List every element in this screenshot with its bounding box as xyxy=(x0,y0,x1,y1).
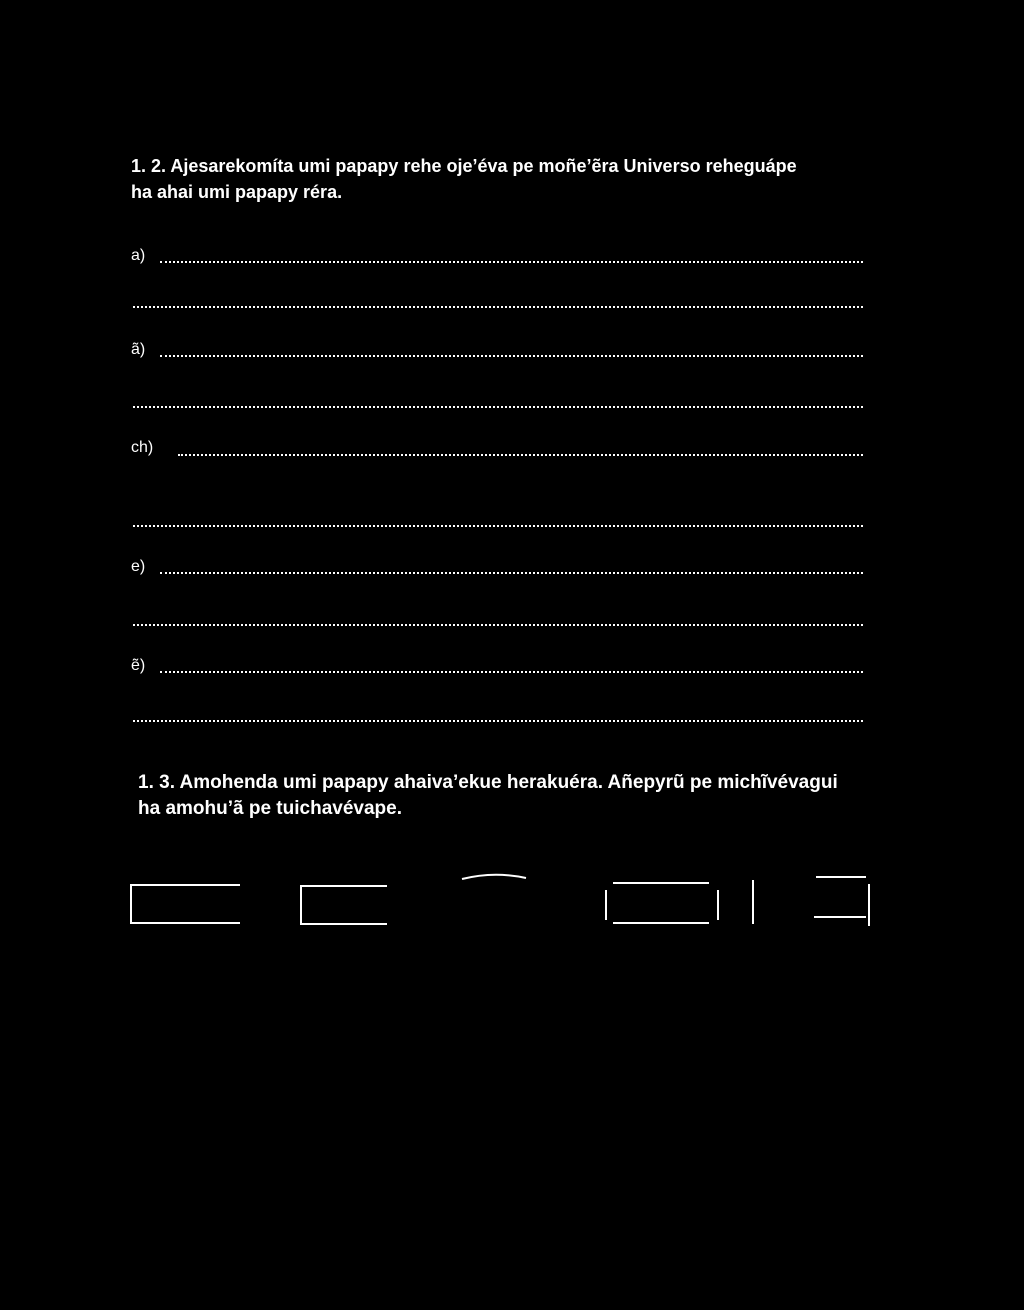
exercise-1-2-line-2: ha ahai umi papapy réra. xyxy=(131,182,343,202)
exercise-1-3-instruction xyxy=(138,770,838,822)
exercise-1-3-line-2: ha amohu’ã pe tuichavévape. xyxy=(138,798,402,819)
answer-line-e-1[interactable] xyxy=(160,570,863,574)
ordering-box-1[interactable] xyxy=(130,884,242,926)
answer-label-a-tilde: ã) xyxy=(131,341,146,358)
answer-line-e-2[interactable] xyxy=(133,622,863,626)
answer-line-ch-1[interactable] xyxy=(178,452,863,456)
exercise-1-2-line-1: 1. 2. Ajesarekomíta umi papapy rehe oje’éva pe moñe’ẽra Universo reheguápe xyxy=(131,156,797,176)
answer-line-a-1[interactable] xyxy=(160,259,863,263)
ordering-box-3[interactable] xyxy=(460,870,530,880)
answer-line-e-tilde-1[interactable] xyxy=(160,669,863,673)
answer-line-e-tilde-2[interactable] xyxy=(133,718,863,722)
ordering-box-6[interactable] xyxy=(812,874,872,928)
ordering-box-4[interactable] xyxy=(605,882,721,926)
exercise-1-3-line-1: 1. 3. Amohenda umi papapy ahaiva’ekue herakuéra. Añepyrũ pe michĩvévagui xyxy=(138,772,838,793)
answer-line-a-tilde-2[interactable] xyxy=(133,404,863,408)
answer-label-ch: ch) xyxy=(131,439,154,456)
ordering-box-5-left-edge[interactable] xyxy=(752,880,756,926)
ordering-box-2[interactable] xyxy=(300,885,390,927)
answer-label-e: e) xyxy=(131,558,146,575)
answer-label-e-tilde: ẽ) xyxy=(131,657,146,674)
answer-line-a-2[interactable] xyxy=(133,304,863,308)
exercise-1-2-instruction xyxy=(131,153,797,205)
answer-line-ch-2[interactable] xyxy=(133,523,863,527)
answer-line-a-tilde-1[interactable] xyxy=(160,353,863,357)
answer-label-a: a) xyxy=(131,247,146,264)
